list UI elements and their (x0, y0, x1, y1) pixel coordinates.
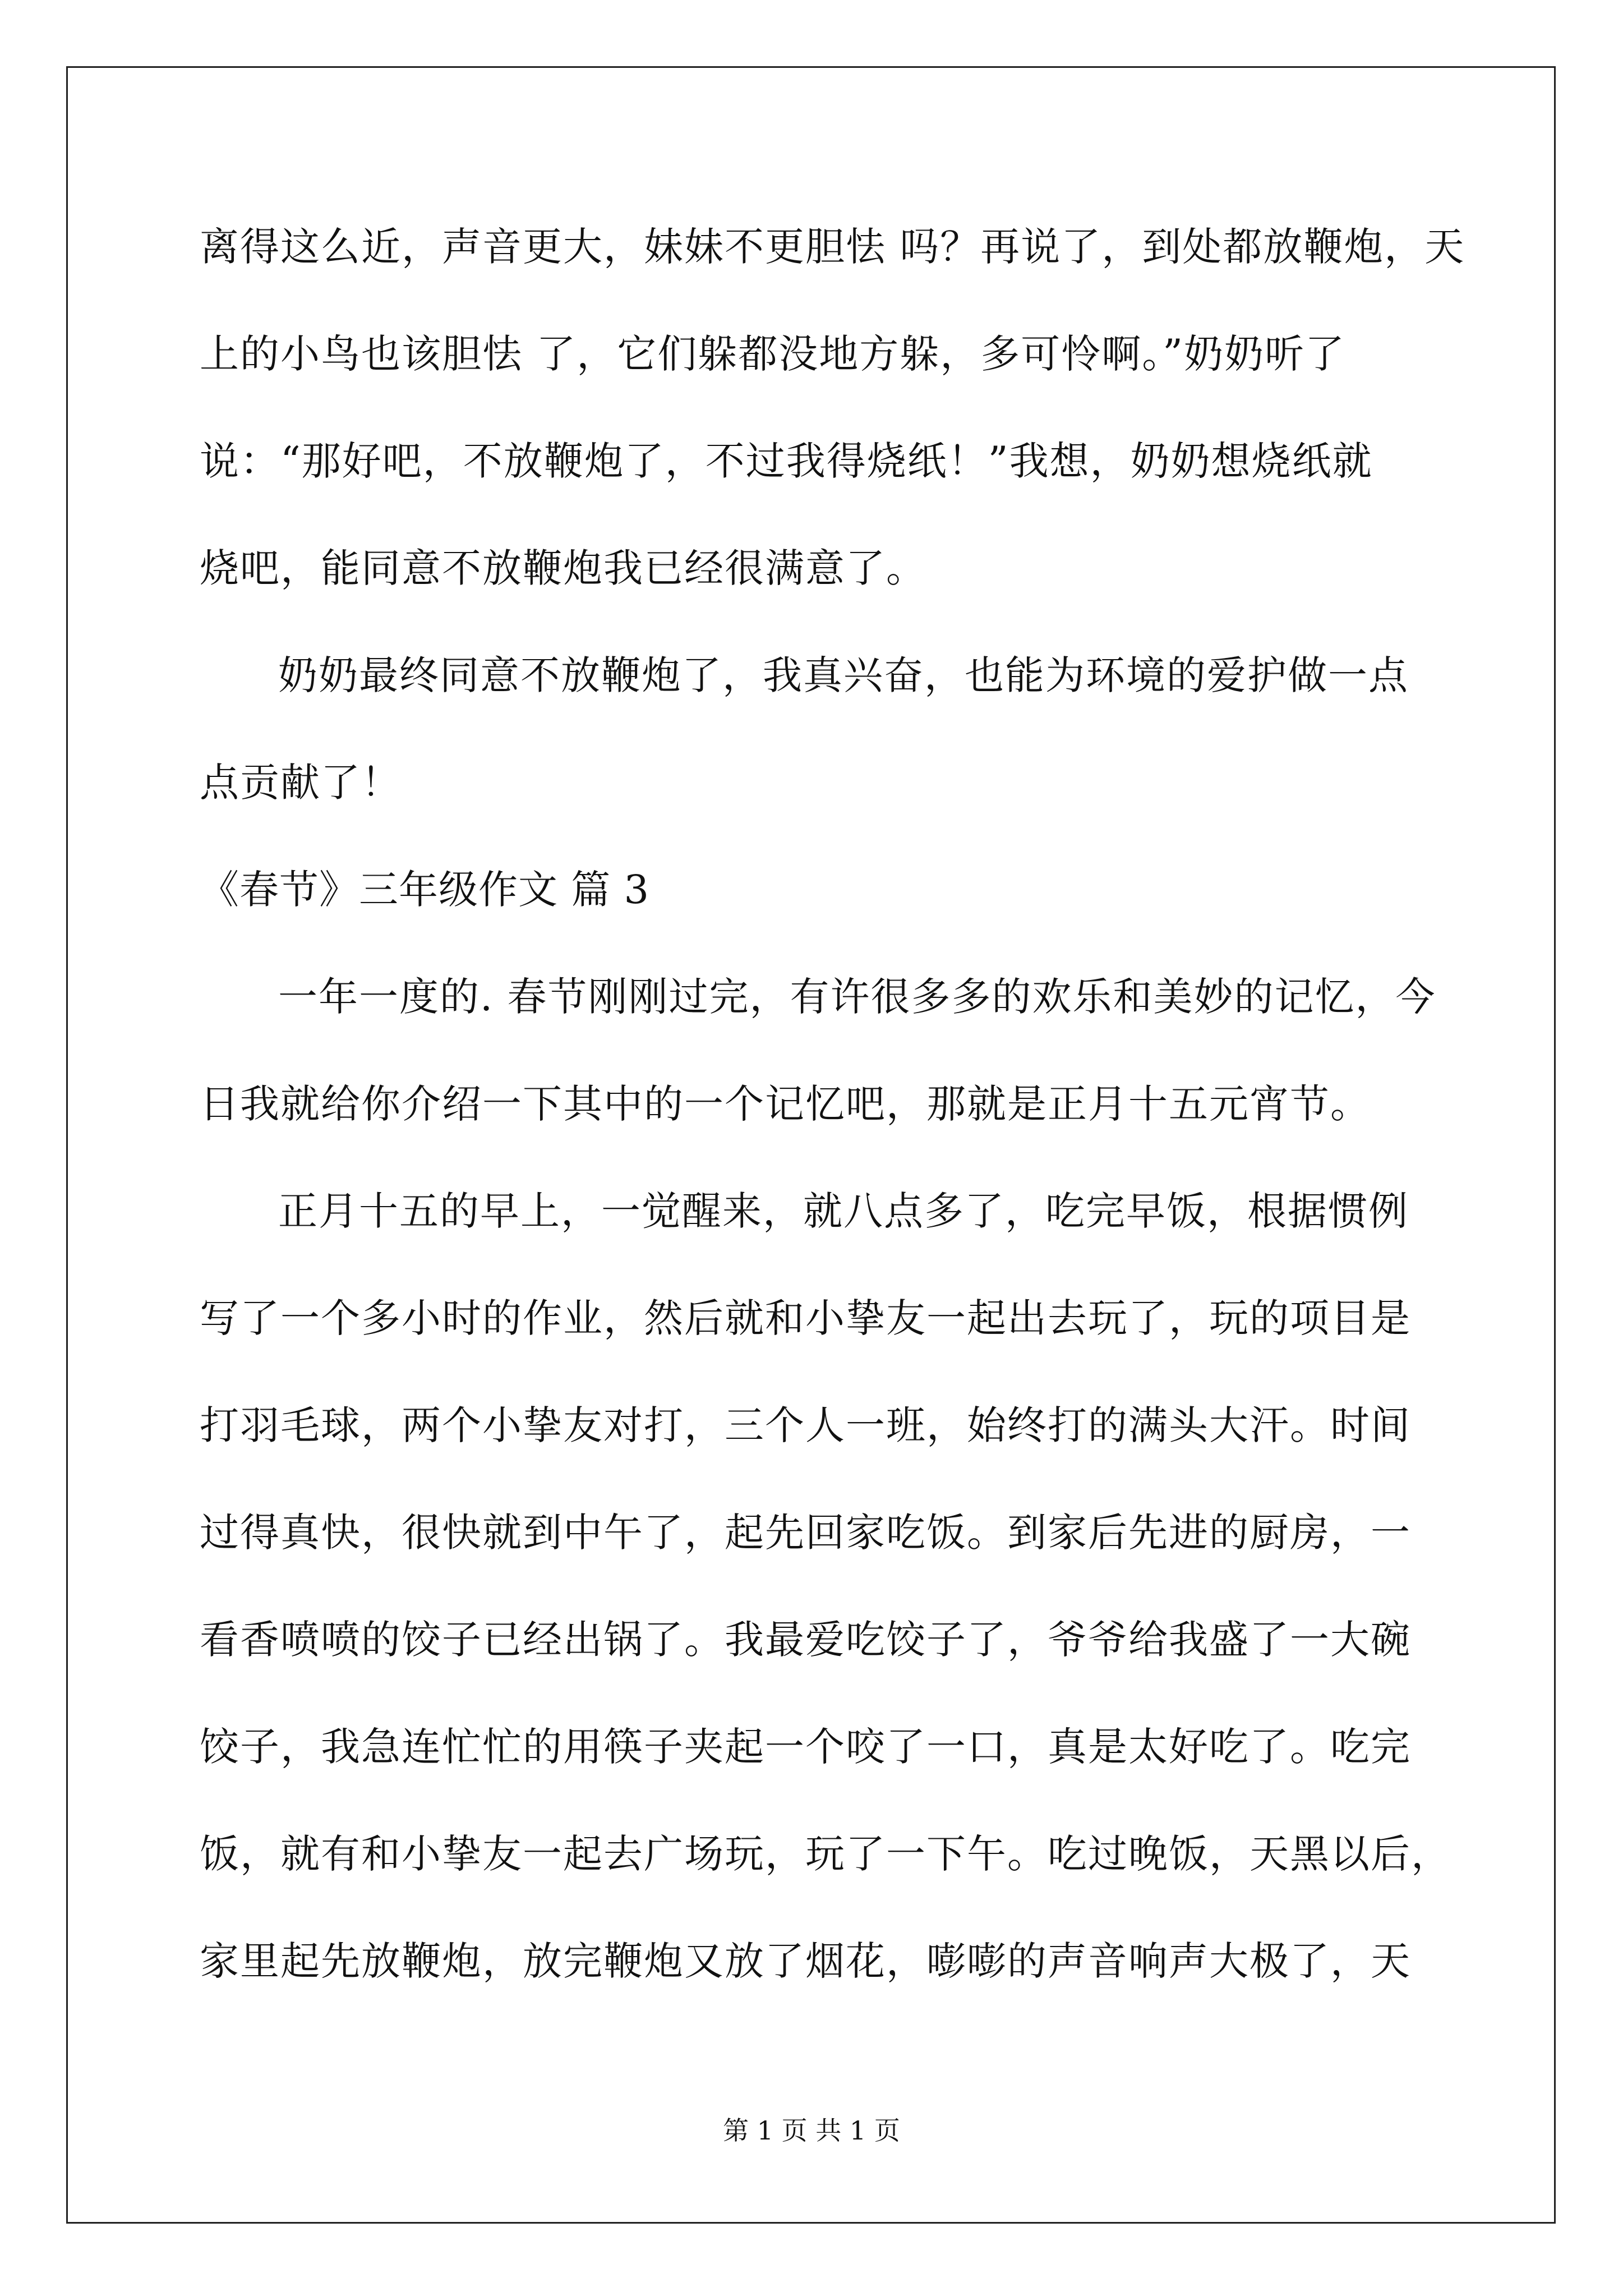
text-line: 写了一个多小时的作业，然后就和小挚友一起出去玩了，玩的项目是 (200, 1295, 1411, 1341)
page-border (66, 66, 1556, 2224)
text-line: 点贡献了！ (200, 760, 402, 806)
text-line: 说：“那好吧，不放鞭炮了，不过我得烧纸！”我想，奶奶想烧纸就 (200, 438, 1373, 484)
section-heading: 《春节》三年级作文 篇 3 (200, 867, 650, 913)
text-line: 看香喷喷的饺子已经出锅了。我最爱吃饺子了，爷爷给我盛了一大碗 (200, 1617, 1411, 1663)
text-line: 日我就给你介绍一下其中的一个记忆吧，那就是正月十五元宵节。 (200, 1081, 1371, 1127)
text-line: 家里起先放鞭炮，放完鞭炮又放了烟花，嘭嘭的声音响声大极了，天 (200, 1938, 1411, 1984)
text-line: 过得真快，很快就到中午了，起先回家吃饭。到家后先进的厨房，一 (200, 1510, 1411, 1556)
page-footer: 第 1 页 共 1 页 (723, 2115, 900, 2146)
text-line: 饭，就有和小挚友一起去广场玩，玩了一下午。吃过晚饭，天黑以后， (200, 1831, 1451, 1877)
paragraph-start-line: 奶奶最终同意不放鞭炮了，我真兴奋，也能为环境的爱护做一点 (278, 652, 1409, 698)
text-line: 打羽毛球，两个小挚友对打，三个人一班，始终打的满头大汗。时间 (200, 1402, 1411, 1448)
paragraph-start-line: 正月十五的早上，一觉醒来，就八点多了，吃完早饭，根据惯例 (278, 1188, 1409, 1234)
text-line: 离得这么近，声音更大，妹妹不更胆怯 吗？再说了，到处都放鞭炮，天 (200, 224, 1465, 270)
text-line: 上的小鸟也该胆怯 了，它们躲都没地方躲，多可怜啊。”奶奶听了 (200, 331, 1346, 377)
text-line: 烧吧，能同意不放鞭炮我已经很满意了。 (200, 545, 926, 591)
paragraph-start-line: 一年一度的. 春节刚刚过完，有许很多多的欢乐和美妙的记忆，今 (278, 974, 1436, 1020)
text-line: 饺子，我急连忙忙的用筷子夹起一个咬了一口，真是太好吃了。吃完 (200, 1724, 1411, 1770)
